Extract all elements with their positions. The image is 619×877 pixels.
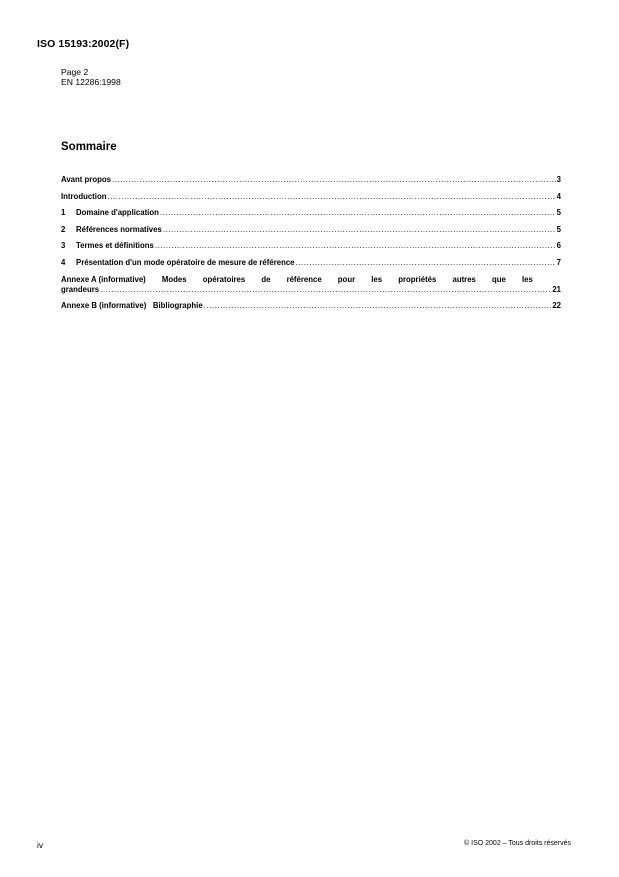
annex-a-word: les [371, 274, 383, 284]
dot-leader [296, 258, 556, 268]
toc-entry-termes[interactable] [61, 241, 561, 251]
toc-entry-number: 1 [61, 208, 66, 218]
annex-a-word: Modes [161, 274, 187, 284]
annex-a-word: opératoires [202, 274, 246, 284]
footer-page-number: iv [37, 840, 44, 850]
toc-entry-page: 7 [556, 257, 561, 267]
dot-leader [160, 208, 556, 218]
annex-a-word: pour [337, 274, 356, 284]
dot-leader [204, 301, 552, 311]
table-of-contents [61, 175, 561, 318]
annex-a-word: référence [286, 274, 322, 284]
toc-entry-page: 22 [552, 301, 561, 311]
toc-entry-label: Introduction [61, 191, 107, 201]
toc-entry-page: 5 [556, 224, 561, 234]
dot-leader [155, 241, 556, 251]
annex-a-spacer [549, 275, 561, 285]
toc-entry-presentation[interactable] [61, 258, 561, 268]
annex-a-word: les [522, 274, 533, 284]
toc-entry-page: 5 [556, 208, 561, 218]
dot-leader [100, 285, 551, 295]
annex-a-continuation: grandeurs [61, 284, 100, 294]
toc-entry-label: Avant propos [61, 175, 111, 184]
toc-entry-page: 4 [556, 191, 561, 201]
standard-identifier: ISO 15193:2002(F) [37, 38, 130, 50]
toc-entry-references[interactable] [61, 225, 561, 235]
annex-a-word: autres [452, 274, 476, 284]
annex-a-second-line [61, 285, 561, 295]
toc-entry-label: Domaine d'application [76, 208, 159, 218]
toc-entry-number: 3 [61, 241, 66, 251]
sub-identifiers [61, 67, 121, 87]
toc-entry-label: Termes et définitions [76, 241, 154, 251]
annex-a-word: propriétés [398, 274, 437, 284]
en-reference: EN 12286:1998 [61, 77, 121, 87]
toc-entry-domaine[interactable] [61, 208, 561, 218]
dot-leader [107, 192, 555, 202]
annex-a-word: que [492, 274, 506, 284]
page-reference: Page 2 [61, 67, 89, 77]
toc-entry-page: 3 [556, 175, 561, 184]
toc-entry-page: 6 [556, 241, 561, 251]
toc-entry-label: Références normatives [76, 224, 162, 234]
dot-leader [163, 225, 556, 235]
toc-entry-label: Présentation d'un mode opératoire de mesure de référence [76, 257, 295, 267]
annex-a-first-line [61, 275, 561, 285]
toc-entry-number: 4 [61, 257, 66, 267]
toc-entry-page: 21 [552, 284, 561, 294]
annex-a-prefix: Annexe A (informative) [61, 274, 146, 284]
toc-entry-annex-a[interactable] [61, 275, 561, 295]
dot-leader [112, 175, 556, 185]
toc-entry-label: Annexe B (informative) Bibliographie [61, 301, 203, 311]
footer-copyright: © ISO 2002 – Tous droits réservés [464, 840, 571, 847]
toc-entry-annex-b[interactable] [61, 301, 561, 311]
annex-a-word: de [261, 274, 271, 284]
toc-entry-number: 2 [61, 224, 66, 234]
toc-entry-avant-propos[interactable] [61, 175, 561, 185]
toc-title: Sommaire [61, 141, 117, 153]
toc-entry-introduction[interactable] [61, 192, 561, 202]
